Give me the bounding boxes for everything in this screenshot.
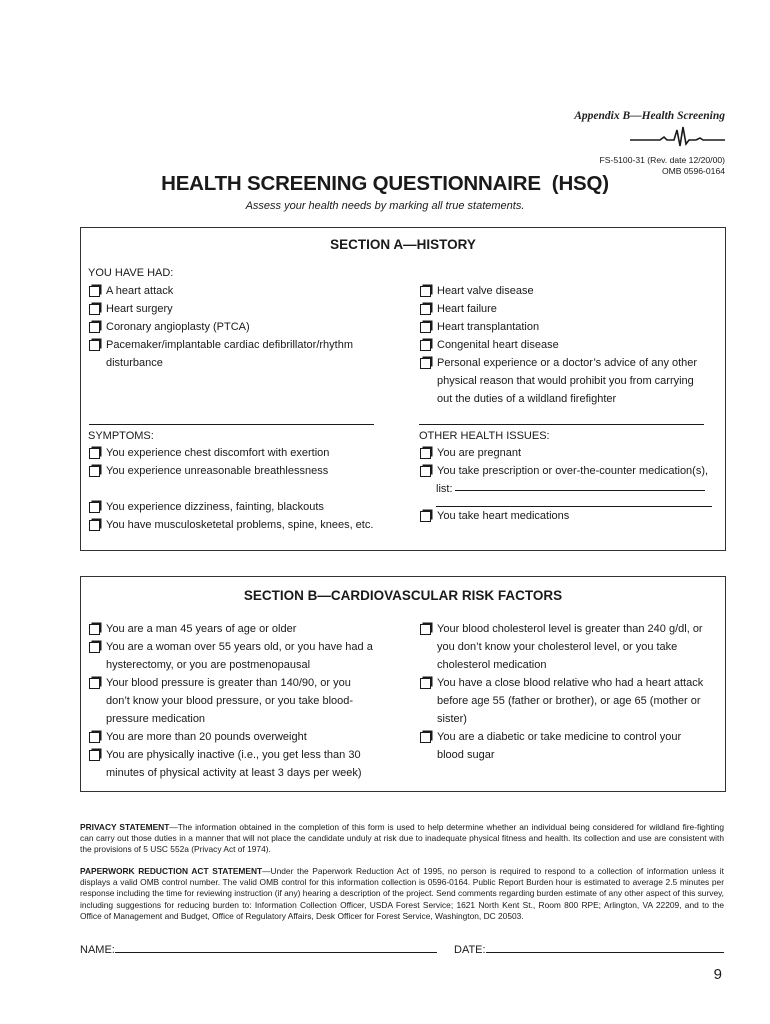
symptoms-label: SYMPTOMS: [88, 430, 154, 442]
paperwork-text: —Under the Paperwork Reduction Act of 1995, no person is required to respond to a collection of information unless it displays a valid OMB control number. The valid OMB control for this information collection is 0596-0164. Public Report Burden hour is estimated to average 2.5 minutes per response including the time for reviewing instruction (if any) hearing a description of the project. Send comments regarding burden estimate of any other aspect of this survey, including suggestions for reducing burden to: Information Collection Officer, USDA Forest Service; 1621 North Kent St., Room 800 RPE; Arlington, VA 22209, and to the Office of Management and Budget, Office of Regulatory Affairs, Desk Officer for Forest Service, Washington, DC 20503. [80, 866, 724, 921]
history-left-list [88, 282, 388, 372]
checkbox[interactable] [420, 466, 431, 477]
checkbox[interactable] [420, 340, 431, 351]
checkbox[interactable] [89, 678, 100, 689]
privacy-text: —The information obtained in the completion of this form is used to help determine whether an individual being considered for wildland fire-fighting can carry out those duties in a manner that will not place the candidate unduly at risk due to inadequate physical fitness and health. Its collection and use are consistent with the provisions of 5 USC 552a (Privacy Act of 1974). [80, 822, 724, 855]
list-label: list: [436, 483, 453, 495]
section-b-heading: SECTION B—CARDIOVASCULAR RISK FACTORS [243, 588, 563, 603]
omb-number: OMB 0596-0164 [661, 165, 725, 176]
other-item[interactable]: You take heart medications [419, 507, 719, 525]
history-item[interactable]: Heart transplantation [419, 318, 719, 336]
checkbox[interactable] [89, 520, 100, 531]
history-item[interactable]: Personal experience or a doctor’s advice of any other physical reason that would prohibit you from carrying out the duties of a wildland firefighter [419, 354, 719, 408]
medication-list-row-2 [419, 498, 719, 507]
risk-item[interactable]: Your blood cholesterol level is greater than 240 g/dl, or you don’t know your cholesterol level, or you take cholesterol medication [419, 620, 719, 674]
history-item[interactable]: A heart attack [88, 282, 388, 300]
divider-left [89, 424, 374, 425]
checkbox[interactable] [89, 502, 100, 513]
form-number: FS-5100-31 (Rev. date 12/20/00) [599, 155, 725, 165]
history-item[interactable]: Pacemaker/implantable cardiac defibrillator/rhythm disturbance [88, 336, 388, 372]
medication-list-field-2[interactable] [436, 498, 712, 507]
date-row [454, 942, 724, 956]
history-item[interactable]: Heart failure [419, 300, 719, 318]
risk-item[interactable]: You are a man 45 years of age or older [88, 620, 398, 638]
checkbox[interactable] [420, 322, 431, 333]
date-label: DATE: [454, 944, 486, 956]
medication-list-row [419, 480, 719, 498]
other-health-list [419, 444, 719, 525]
other-item[interactable]: You are pregnant [419, 444, 719, 462]
checkbox[interactable] [89, 642, 100, 653]
page-number: 9 [713, 966, 722, 983]
checkbox[interactable] [89, 340, 100, 351]
section-a-box [80, 227, 726, 551]
paperwork-heading: PAPERWORK REDUCTION ACT STATEMENT [80, 866, 263, 876]
name-row [80, 942, 437, 956]
page-subtitle: Assess your health needs by marking all true statements. [245, 200, 525, 212]
name-label: NAME: [80, 944, 115, 956]
privacy-heading: PRIVACY STATEMENT [80, 822, 170, 832]
checkbox[interactable] [420, 304, 431, 315]
history-right-list [419, 282, 719, 408]
section-a-heading: SECTION A—HISTORY [330, 237, 476, 252]
medication-list-field[interactable] [455, 480, 705, 491]
symptoms-list [88, 444, 398, 534]
checkbox[interactable] [89, 448, 100, 459]
risk-item[interactable]: Your blood pressure is greater than 140/90, or you don’t know your blood pressure, or you take blood- pressure medication [88, 674, 398, 728]
other-health-issues-label: OTHER HEALTH ISSUES: [419, 430, 550, 442]
risk-item[interactable]: You are physically inactive (i.e., you get less than 30 minutes of physical activity at least 3 days per week) [88, 746, 398, 782]
risk-item[interactable]: You are more than 20 pounds overweight [88, 728, 398, 746]
checkbox[interactable] [420, 678, 431, 689]
checkbox[interactable] [89, 304, 100, 315]
checkbox[interactable] [89, 322, 100, 333]
checkbox[interactable] [420, 732, 431, 743]
risk-left-list [88, 620, 398, 782]
symptom-item[interactable]: You experience dizziness, fainting, blackouts [88, 498, 398, 516]
risk-right-list [419, 620, 719, 764]
risk-item[interactable]: You have a close blood relative who had a heart attack before age 55 (father or brother), or age 65 (mother or sister) [419, 674, 719, 728]
checkbox[interactable] [89, 750, 100, 761]
symptom-item[interactable]: You experience unreasonable breathlessness [88, 462, 398, 480]
checkbox[interactable] [420, 448, 431, 459]
risk-item[interactable]: You are a woman over 55 years old, or you have had a hysterectomy, or you are postmenopausal [88, 638, 398, 674]
checkbox[interactable] [420, 624, 431, 635]
other-item[interactable]: You take prescription or over-the-counter medication(s), [419, 462, 719, 480]
date-field[interactable] [486, 942, 724, 953]
you-have-had-label: YOU HAVE HAD: [88, 267, 174, 279]
history-item[interactable]: Heart surgery [88, 300, 388, 318]
history-item[interactable]: Congenital heart disease [419, 336, 719, 354]
section-b-box [80, 576, 726, 792]
ecg-line-icon [630, 126, 725, 148]
appendix-label: Appendix B—Health Screening [574, 110, 725, 122]
history-item[interactable]: Heart valve disease [419, 282, 719, 300]
checkbox[interactable] [420, 358, 431, 369]
checkbox[interactable] [420, 286, 431, 297]
privacy-statement [80, 822, 724, 856]
risk-item[interactable]: You are a diabetic or take medicine to control your blood sugar [419, 728, 719, 764]
checkbox[interactable] [89, 732, 100, 743]
page-title: HEALTH SCREENING QUESTIONNAIRE (HSQ) [161, 172, 609, 195]
symptom-item[interactable]: You experience chest discomfort with exertion [88, 444, 398, 462]
name-field[interactable] [115, 942, 437, 953]
paperwork-statement [80, 866, 724, 922]
checkbox[interactable] [89, 286, 100, 297]
divider-right [419, 424, 704, 425]
symptom-item[interactable]: You have musculosketetal problems, spine, knees, etc. [88, 516, 398, 534]
history-item[interactable]: Coronary angioplasty (PTCA) [88, 318, 388, 336]
checkbox[interactable] [420, 511, 431, 522]
checkbox[interactable] [89, 466, 100, 477]
checkbox[interactable] [89, 624, 100, 635]
